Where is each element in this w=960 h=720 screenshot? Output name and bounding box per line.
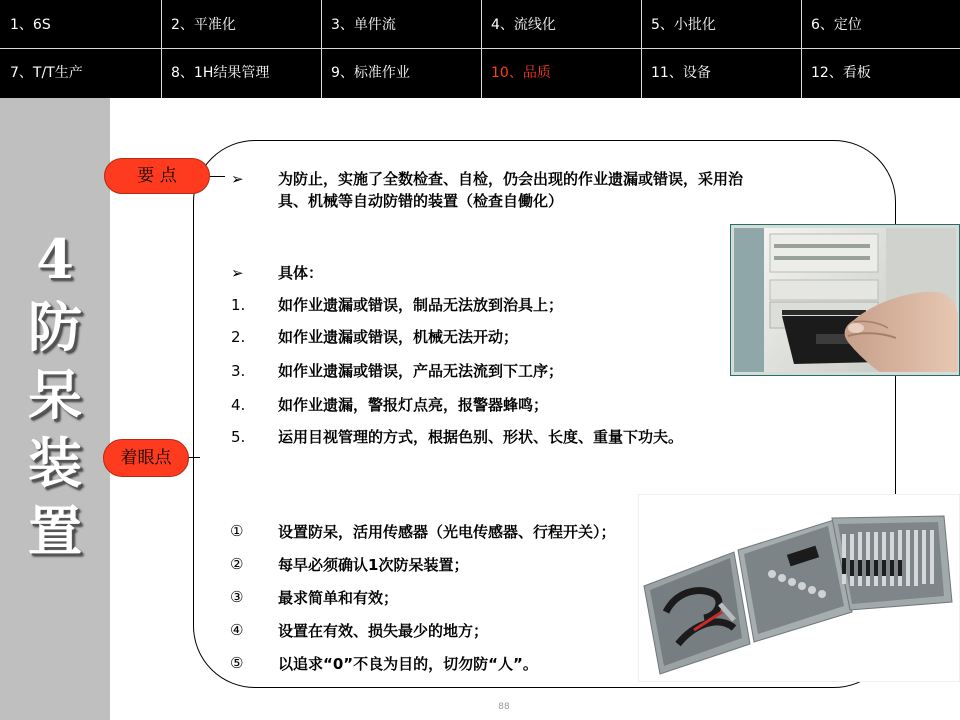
list-number: ②	[230, 555, 244, 573]
list-number: ③	[230, 588, 244, 606]
toolkit-image	[638, 494, 960, 682]
list-item: 如作业遗漏或错误，机械无法开动；	[278, 328, 519, 346]
nav-item-flow-line[interactable]: 4、流线化	[491, 17, 556, 33]
intro-line: 为防止，实施了全数检查、自检，仍会出现的作业遗漏或错误，采用治	[278, 170, 744, 188]
nav-divider	[0, 48, 960, 49]
nav-item-positioning[interactable]: 6、定位	[811, 17, 862, 33]
list-item: 如作业遗漏或错误，产品无法流到下工序；	[278, 362, 564, 380]
list-item: 设置在有效、损失最少的地方；	[278, 622, 489, 640]
detail-title: 具体：	[278, 264, 324, 282]
section-title	[0, 225, 110, 565]
list-number: ①	[230, 522, 244, 540]
list-item: 如作业遗漏或错误，制品无法放到治具上；	[278, 296, 564, 314]
section-title-char: 装	[28, 431, 82, 495]
list-item: 设置防呆，活用传感器（光电传感器、行程开关）；	[278, 523, 616, 541]
list-number: 3.	[231, 362, 246, 380]
page-number: 88	[498, 702, 510, 712]
bullet-arrow: ➢	[231, 170, 244, 188]
nav-item-single-piece-flow[interactable]: 3、单件流	[331, 17, 396, 33]
list-item: 每早必须确认1次防呆装置；	[278, 556, 469, 574]
section-number: 4	[36, 227, 74, 291]
floppy-insert-photo	[730, 224, 960, 376]
list-number: ④	[230, 621, 244, 639]
list-item: 以追求“0”不良为目的，切勿防“人”。	[278, 655, 538, 673]
list-number: 4.	[231, 396, 246, 414]
nav-item-1h-result[interactable]: 8、1H结果管理	[171, 65, 270, 81]
section-title-char: 置	[28, 499, 82, 563]
top-nav	[0, 0, 960, 98]
list-number: 5.	[231, 428, 246, 446]
key-points-label: 要 点	[104, 158, 210, 194]
connector-line	[209, 176, 225, 177]
list-item: 运用目视管理的方式，根据色别、形状、长度、重量下功夫。	[278, 428, 684, 446]
floppy-insert-image	[730, 224, 960, 376]
nav-item-leveling[interactable]: 2、平准化	[171, 17, 236, 33]
toolkit-photo	[638, 494, 960, 682]
nav-item-small-batch[interactable]: 5、小批化	[651, 17, 716, 33]
list-number: ⑤	[230, 654, 244, 672]
list-item: 如作业遗漏，警报灯点亮，报警器蜂鸣；	[278, 396, 549, 414]
list-number: 1.	[231, 296, 246, 314]
focus-points-label: 着眼点	[103, 439, 189, 477]
bullet-arrow: ➢	[231, 264, 244, 282]
intro-text	[278, 168, 868, 212]
list-item: 最求简单和有效；	[278, 589, 399, 607]
nav-item-quality[interactable]: 10、品质	[491, 65, 551, 81]
nav-item-kanban[interactable]: 12、看板	[811, 65, 871, 81]
section-title-char: 呆	[28, 363, 82, 427]
list-number: 2.	[231, 328, 246, 346]
nav-item-equipment[interactable]: 11、设备	[651, 65, 711, 81]
nav-item-tt-production[interactable]: 7、T/T生产	[10, 65, 83, 81]
intro-line: 具、机械等自动防错的装置（检查自働化）	[278, 192, 564, 210]
nav-item-6s[interactable]: 1、6S	[10, 17, 51, 33]
section-title-char: 防	[28, 295, 82, 359]
nav-item-standard-work[interactable]: 9、标准作业	[331, 65, 410, 81]
